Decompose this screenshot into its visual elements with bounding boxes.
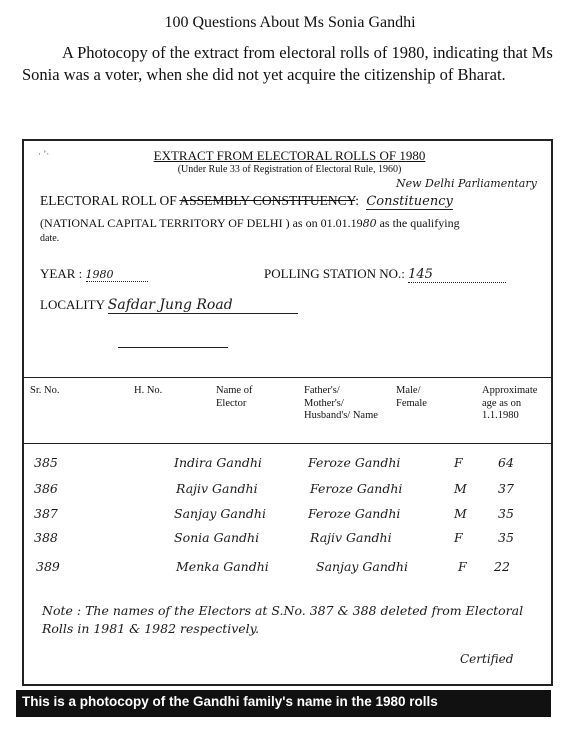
cell-sno: 386 bbox=[34, 481, 58, 496]
cell-age: 37 bbox=[498, 481, 514, 496]
cell-relation: Feroze Gandhi bbox=[310, 481, 403, 496]
scan-mark: · ’· bbox=[38, 149, 50, 159]
cell-sex: F bbox=[458, 559, 467, 574]
nct-suffix: as the qualifying bbox=[379, 216, 460, 230]
cell-sno: 385 bbox=[34, 455, 58, 470]
extract-title: EXTRACT FROM ELECTORAL ROLLS OF 1980 bbox=[153, 148, 426, 163]
locality-field bbox=[40, 297, 298, 314]
roll-handwritten: Constituency bbox=[366, 194, 453, 209]
date-word: date. bbox=[40, 233, 60, 244]
intro-paragraph: A Photocopy of the extract from electoral rolls of 1980, indicating that Ms Sonia was a voter, when she did not yet acquire the citizenship of Bharat. bbox=[22, 43, 553, 84]
table-header-rule bbox=[24, 443, 551, 444]
photo-caption: This is a photocopy of the Gandhi family's name in the 1980 rolls bbox=[22, 694, 438, 709]
roll-prefix: ELECTORAL ROLL OF bbox=[40, 193, 177, 208]
locality-label: LOCALITY bbox=[40, 297, 105, 312]
locality-value: Safdar Jung Road bbox=[108, 297, 298, 314]
year-label: YEAR : bbox=[40, 266, 83, 281]
cell-relation: Rajiv Gandhi bbox=[310, 530, 392, 545]
nct-year-hand: 80 bbox=[362, 217, 377, 230]
cell-relation: Sanjay Gandhi bbox=[316, 559, 408, 574]
year-value: 1980 bbox=[86, 268, 148, 282]
cell-sex: M bbox=[454, 481, 467, 496]
note-label: Note : bbox=[42, 603, 82, 618]
nct-as-on: as on 01.01.19 bbox=[292, 216, 363, 230]
year-field bbox=[40, 266, 148, 282]
cell-sno: 389 bbox=[36, 559, 60, 574]
roll-colon: : bbox=[355, 193, 359, 208]
cell-age: 22 bbox=[494, 559, 510, 574]
cell-sex: F bbox=[454, 455, 463, 470]
cell-age: 35 bbox=[498, 506, 514, 521]
polling-field bbox=[264, 266, 506, 283]
cell-name: Sonia Gandhi bbox=[174, 530, 260, 545]
cell-age: 64 bbox=[498, 455, 514, 470]
header-relation: Father's/ Mother's/ Husband's/ Name bbox=[304, 385, 378, 421]
cell-name: Menka Gandhi bbox=[176, 559, 269, 574]
blank-rule bbox=[118, 347, 228, 348]
cell-sno: 388 bbox=[34, 530, 58, 545]
polling-label: POLLING STATION NO.: bbox=[264, 266, 405, 281]
header-name: Name of Elector bbox=[216, 385, 253, 409]
header-sno: Sr. No. bbox=[30, 385, 60, 396]
roll-line bbox=[40, 193, 453, 209]
cell-relation: Feroze Gandhi bbox=[308, 455, 401, 470]
cell-sex: F bbox=[454, 530, 463, 545]
note-text: The names of the Electors at S.No. 387 & 388 deleted from Electoral Rolls in 1981 & 1982 respectively. bbox=[42, 603, 524, 636]
extract-subtitle: (Under Rule 33 of Registration of Electoral Rule, 1960) bbox=[177, 164, 402, 175]
cell-sex: M bbox=[454, 506, 467, 521]
book-title: 100 Questions About Ms Sonia Gandhi bbox=[164, 14, 416, 31]
nct-text: (NATIONAL CAPITAL TERRITORY OF DELHI ) bbox=[40, 216, 290, 230]
cell-name: Sanjay Gandhi bbox=[174, 506, 266, 521]
roll-struck: ASSEMBLY CONSTITUENCY bbox=[179, 193, 356, 208]
cell-name: Indira Gandhi bbox=[174, 455, 262, 470]
polling-value: 145 bbox=[408, 267, 506, 283]
cell-sno: 387 bbox=[34, 506, 58, 521]
table-top-rule bbox=[24, 377, 551, 378]
cell-name: Rajiv Gandhi bbox=[176, 481, 258, 496]
header-hno: H. No. bbox=[134, 385, 163, 396]
electoral-roll-extract bbox=[22, 139, 553, 686]
constituency-handwritten: New Delhi Parliamentary bbox=[396, 177, 537, 190]
deletion-note bbox=[42, 602, 542, 638]
nct-line bbox=[40, 216, 460, 231]
header-age: Approximate age as on 1.1.1980 bbox=[482, 385, 538, 421]
certified-mark: Certified bbox=[460, 652, 514, 666]
cell-age: 35 bbox=[498, 530, 514, 545]
header-sex: Male/ Female bbox=[396, 385, 427, 409]
cell-relation: Feroze Gandhi bbox=[308, 506, 401, 521]
